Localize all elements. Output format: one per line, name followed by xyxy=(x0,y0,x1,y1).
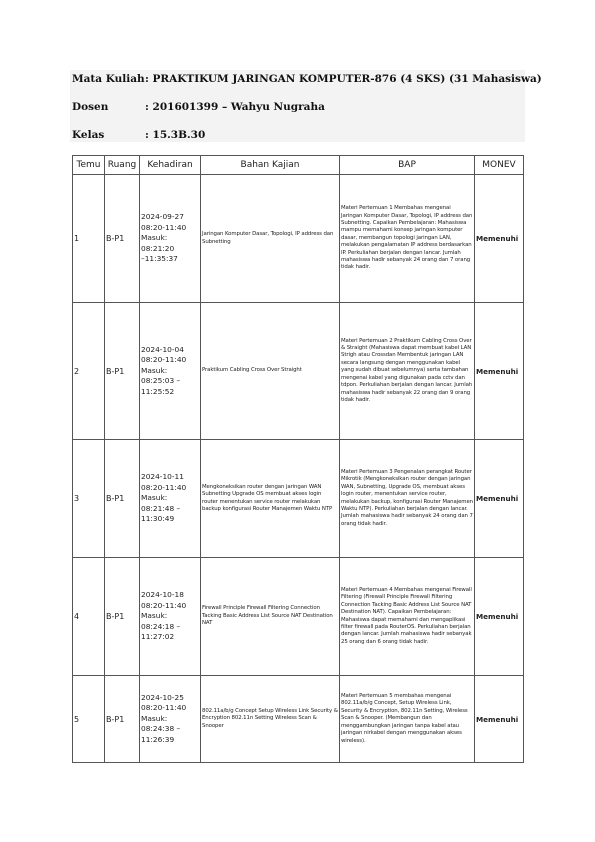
cell-temu: 4 xyxy=(73,558,105,676)
cell-monev: Memenuhi xyxy=(475,440,524,558)
kehadiran-time-in: 08:24:18 – xyxy=(141,621,181,631)
cell-kehadiran xyxy=(140,558,201,676)
cell-monev: Memenuhi xyxy=(475,175,524,303)
cell-bap: Materi Pertemuan 4 Membahas mengenai Firewall Filtering (Firewall Principle Firewall Filtering Connection Tacking Basic Address List Source NAT Destination NAT). Capaikan Pembelajaran: Mahasiswa dapat memahami dan mengaplikasi filter firewall pada RouterOS. Perkuliahan berjalan dengan lancar. Jumlah mahasiswa hadir sebanyak 25 orang dan 6 orang tidak hadir. xyxy=(340,558,475,676)
table-row xyxy=(73,175,524,303)
kehadiran-date: 2024-10-18 xyxy=(141,590,184,600)
mata-kuliah-value: : PRAKTIKUM JARINGAN KOMPUTER-876 (4 SKS) (31 Mahasiswa) xyxy=(145,73,542,85)
kehadiran-time-out: 11:27:02 xyxy=(141,632,175,642)
kehadiran-masuk: Masuk: xyxy=(141,611,168,621)
kelas-label: Kelas xyxy=(72,129,105,141)
cell-monev: Memenuhi xyxy=(475,558,524,676)
kehadiran-date: 2024-09-27 xyxy=(141,212,184,222)
kelas-value: : 15.3B.30 xyxy=(145,129,206,141)
kehadiran-schedule: 08:20-11:40 xyxy=(141,355,187,365)
kelas-row xyxy=(72,129,205,141)
mata-kuliah-label: Mata Kuliah xyxy=(72,73,145,85)
kehadiran-time-in: 08:21:48 – xyxy=(141,503,181,513)
kehadiran-time-out: 11:30:49 xyxy=(141,514,175,524)
kehadiran-schedule: 08:20-11:40 xyxy=(141,482,187,492)
cell-bahan-kajian: 802.11a/b/g Concept Setup Wireless Link Security & Encryption 802.11n Setting Wireless Scan & Snooper xyxy=(201,676,340,763)
cell-kehadiran xyxy=(140,440,201,558)
cell-bap: Materi Pertemuan 1 Membahas mengenai Jaringan Komputer Dasar, Topologi, IP address dan Subnetting. Capaikan Pembelajaran: Mahasiswa mampu memahami konsep jaringan komputer dasar, membangun topologi jaringan LAN, melakukan pengalamatan IP address berdasarkan IP. Perkuliahan berjalan dengan lancar. Jumlah mahasiswa hadir sebanyak 24 orang dan 7 orang tidak hadir. xyxy=(340,175,475,303)
column-header-ruang: Ruang xyxy=(105,156,140,175)
cell-kehadiran xyxy=(140,303,201,440)
kehadiran-masuk: Masuk: xyxy=(141,493,168,503)
cell-bahan-kajian: Mengkoneksikan router dengan jaringan WAN Subnetting Upgrade OS membuat akses login router menentukan service router melakukan backup konfigurasi Router Manajemen Waktu NTP xyxy=(201,440,340,558)
cell-ruang: B-P1 xyxy=(105,303,140,440)
column-header-temu: Temu xyxy=(73,156,105,175)
dosen-row xyxy=(72,101,325,113)
kehadiran-time-out: 11:26:39 xyxy=(141,734,175,744)
cell-temu: 2 xyxy=(73,303,105,440)
column-header-bap: BAP xyxy=(340,156,475,175)
table-header-row xyxy=(73,156,524,175)
kehadiran-date: 2024-10-25 xyxy=(141,692,184,702)
mata-kuliah-row xyxy=(72,73,542,85)
cell-kehadiran xyxy=(140,676,201,763)
kehadiran-masuk: Masuk: xyxy=(141,365,168,375)
kehadiran-schedule: 08:20-11:40 xyxy=(141,703,187,713)
cell-bap: Materi Pertemuan 5 membahas mengenai 802.11a/b/g Concept, Setup Wireless Link, Security & Encryption, 802.11n Setting, Wireless Scan & Snooper. (Membangun dan menggambungkan jaringan tanpa kabel atau jaringan nirkabel dengan menggunakan akses wireless). xyxy=(340,676,475,763)
column-header-bahan-kajian: Bahan Kajian xyxy=(201,156,340,175)
kehadiran-time-in: 08:25:03 – xyxy=(141,376,181,386)
cell-ruang: B-P1 xyxy=(105,175,140,303)
kehadiran-schedule: 08:20-11:40 xyxy=(141,222,187,232)
cell-bap: Materi Pertemuan 2 Praktikum Cabling Cross Over & Straight (Mahasiswa dapat membuat kabel LAN Strigh atau Crossdan Membentuk jaringan LAN secara langsung dengan menggunakan kabel yang sudah dibuat sebelumnya) serta tambahan mengenai kabel yang digunakan pada cctv dan tdpon. Perkuliahan berjalan dengan lancar. Jumlah mahasiswa hadir sebanyak 22 orang dan 9 orang tidak hadir. xyxy=(340,303,475,440)
cell-kehadiran xyxy=(140,175,201,303)
cell-bahan-kajian: Firewall Principle Firewall Filtering Connection Tacking Basic Address List Source NAT Destination NAT xyxy=(201,558,340,676)
kehadiran-time-out: 11:25:52 xyxy=(141,386,175,396)
kehadiran-masuk: Masuk: xyxy=(141,713,168,723)
column-header-kehadiran: Kehadiran xyxy=(140,156,201,175)
table-row xyxy=(73,440,524,558)
kehadiran-masuk: Masuk: 08:21:20 xyxy=(141,233,175,253)
kehadiran-time-in: 08:24:38 – xyxy=(141,724,181,734)
cell-ruang: B-P1 xyxy=(105,440,140,558)
course-info-header xyxy=(70,70,542,142)
table-row xyxy=(73,303,524,440)
kehadiran-date: 2024-10-11 xyxy=(141,472,184,482)
cell-bahan-kajian: Jaringan Komputer Dasar, Topologi, IP address dan Subnetting xyxy=(201,175,340,303)
dosen-label: Dosen xyxy=(72,101,109,113)
bap-table xyxy=(72,155,524,763)
kehadiran-schedule: 08:20-11:40 xyxy=(141,600,187,610)
table-row xyxy=(73,558,524,676)
dosen-value: : 201601399 – Wahyu Nugraha xyxy=(145,101,325,113)
cell-monev: Memenuhi xyxy=(475,676,524,763)
cell-bap: Materi Pertemuan 3 Pengenalan perangkat Router Mikrotik (Mengkoneksikan router dengan jaringan WAN, Subnetting, Upgrade OS, membuat akses login router, menentukan service router, melakukan backup, konfigurasi Router Manajemen Waktu NTP). Perkuliahan berjalan dengan lancar. Jumlah mahasiswa hadir sebanyak 24 orang dan 7 orang tidak hadir. xyxy=(340,440,475,558)
cell-bahan-kajian: Praktikum Cabling Cross Over Straight xyxy=(201,303,340,440)
cell-ruang: B-P1 xyxy=(105,558,140,676)
kehadiran-keluar: –11:35:37 xyxy=(141,254,178,264)
cell-ruang: B-P1 xyxy=(105,676,140,763)
cell-monev: Memenuhi xyxy=(475,303,524,440)
cell-temu: 5 xyxy=(73,676,105,763)
cell-temu: 3 xyxy=(73,440,105,558)
cell-temu: 1 xyxy=(73,175,105,303)
table-row xyxy=(73,676,524,763)
kehadiran-date: 2024-10-04 xyxy=(141,344,184,354)
column-header-monev: MONEV xyxy=(475,156,524,175)
